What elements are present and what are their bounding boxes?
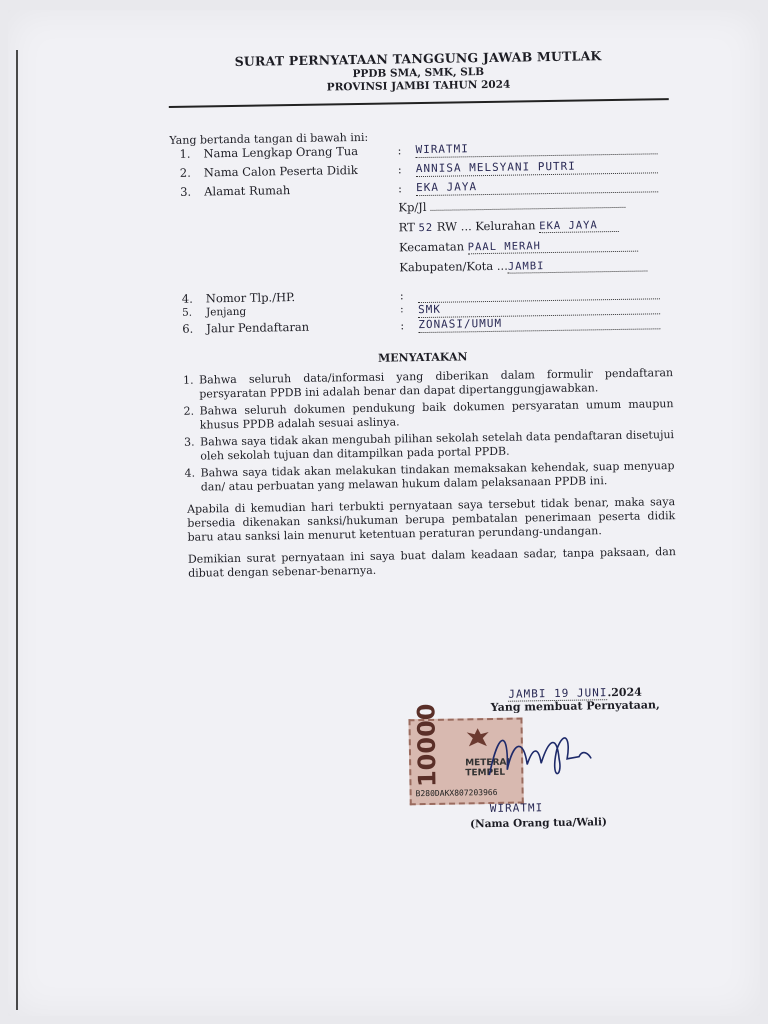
field-value: WIRATMI: [415, 139, 657, 158]
kelurahan-value: EKA JAYA: [539, 219, 619, 233]
field-label: Jenjang: [205, 305, 247, 319]
document-title: SURAT PERNYATAAN TANGGUNG JAWAB MUTLAK: [234, 48, 602, 69]
field-number: 1.: [179, 146, 191, 161]
field-colon: :: [399, 288, 404, 303]
field-colon: :: [397, 162, 402, 177]
signer-caption: (Nama Orang tua/Wali): [470, 816, 608, 831]
signer-name-handwritten: WIRATMI: [489, 801, 544, 816]
kecamatan-value: PAAL MERAH: [468, 239, 638, 255]
kp-value-line: [430, 207, 625, 211]
closing-paragraph: Demikian surat pernyataan ini saya buat dalam keadaan sadar, tanpa paksaan, dan dibuat dengan sebenar-benarnya.: [187, 545, 676, 580]
consequence-paragraph: Apabila di kemudian hari terbukti pernyataan saya tersebut tidak benar, maka saya bersedia dikenakan sanksi/hukuman berupa pembatalan penerimaan peserta didik baru atau sanksi lain menurut ketentuan peraturan perundang-undangan.: [187, 495, 676, 544]
field-colon: :: [398, 181, 403, 196]
field-value: ZONASI/UMUM: [418, 314, 660, 333]
field-number: 5.: [181, 306, 193, 319]
field-label: Alamat Rumah: [204, 183, 291, 199]
scan-edge-line: [16, 50, 18, 1010]
field-number: 3.: [180, 184, 192, 199]
stamp-label-2: TEMPEL: [465, 767, 506, 779]
kecamatan-label: Kecamatan: [398, 239, 465, 255]
document-subtitle-2: PROVINSI JAMBI TAHUN 2024: [326, 78, 511, 94]
declaration-item: 4. Bahwa saya tidak akan melakukan tindakan memaksakan kehendak, suap menyuap dan/ atau perbuatan yang melawan hukum dalam pelaksanaan PPDB ini.: [184, 459, 675, 494]
field-number: 2.: [179, 165, 191, 180]
field-label: Jalur Pendaftaran: [206, 319, 310, 336]
place-date-handwritten: JAMBI 19 JUNI: [508, 686, 608, 701]
field-label: Nama Lengkap Orang Tua: [203, 144, 359, 161]
signature-block: [470, 685, 680, 714]
declaration-item: 2. Bahwa seluruh dokumen pendukung baik dokumen persyaratan umum maupun khusus PPDB adalah sesuai aslinya.: [183, 397, 674, 432]
kp-label: Kp/Jl: [398, 199, 427, 215]
intro-text: Yang bertanda tangan di bawah ini:: [169, 130, 369, 147]
document-subtitle-1: PPDB SMA, SMK, SLB: [352, 66, 485, 81]
statement-document: [168, 47, 676, 831]
handwritten-signature: [478, 718, 609, 790]
field-colon: :: [399, 303, 404, 316]
rt-label: RT: [398, 220, 415, 235]
field-label: Nomor Tlp./HP.: [205, 290, 296, 306]
maker-label: Yang membuat Pernyataan,: [490, 698, 660, 715]
field-label: Nama Calon Peserta Didik: [203, 163, 358, 180]
stamp-serial: B280DAKX807203966: [415, 787, 498, 799]
stamp-label-1: METERAI: [465, 757, 510, 769]
rt-value: 52: [418, 221, 434, 235]
field-number: 4.: [181, 291, 193, 306]
rw-kelurahan-label: RW ... Kelurahan: [436, 218, 536, 234]
declaration-list: [173, 366, 675, 495]
field-value: SMK: [418, 299, 660, 318]
declaration-item: 1. Bahwa seluruh data/informasi yang diberikan dalam formulir pendaftaran persyaratan PPDB ini adalah benar dan dapat dipertanggungjawabkan.: [183, 366, 674, 401]
stamp-value: 10000: [412, 703, 442, 788]
declaration-item: 3. Bahwa saya tidak akan mengubah pilihan sekolah setelah data pendaftaran disetujui oleh sekolah tujuan dan ditampilkan pada portal PPDB.: [183, 428, 675, 463]
signature-year: .2024: [607, 685, 642, 700]
declaration-heading: MENYATAKAN: [377, 350, 468, 365]
kabupaten-label: Kabupaten/Kota ...: [399, 258, 508, 275]
kabupaten-value: JAMBI: [508, 258, 648, 273]
title-divider: [169, 98, 669, 108]
field-colon: :: [397, 143, 402, 158]
field-colon: :: [400, 318, 405, 333]
field-value: ANNISA MELSYANI PUTRI: [416, 158, 658, 177]
field-value: EKA JAYA: [416, 177, 658, 196]
field-number: 6.: [182, 321, 194, 336]
